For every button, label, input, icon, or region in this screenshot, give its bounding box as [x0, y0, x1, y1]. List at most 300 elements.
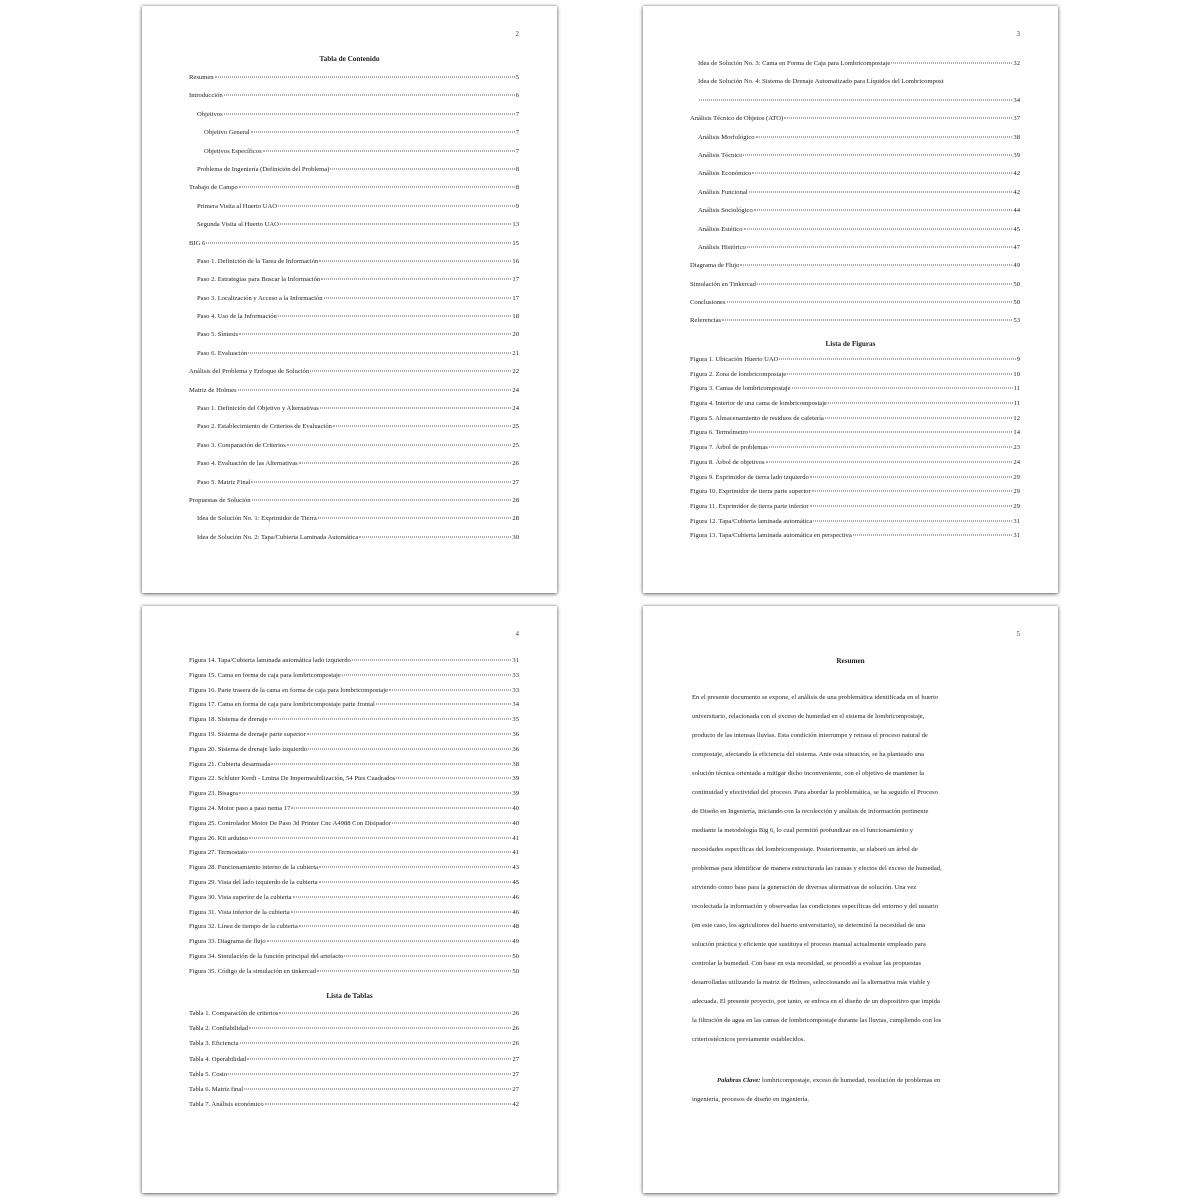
abstract-line: continuidad y efectividad del proceso. Para abordar la problemática, se ha seguido el Proceso	[692, 789, 938, 796]
entry-page-number: 36	[512, 745, 519, 753]
table-of-contents-continued	[690, 55, 1020, 331]
entry-page-number: 12	[1013, 414, 1020, 422]
entry-page-number: 27	[512, 478, 519, 486]
dot-leader	[279, 1013, 511, 1014]
dot-leader	[269, 719, 512, 720]
entry-title: Tabla 5. Costo	[189, 1070, 228, 1078]
entry-title: Tabla 4. Operabilidad	[189, 1055, 247, 1063]
dot-leader	[278, 316, 512, 317]
entry-title: Figura 25. Controlador Motor De Paso 3d Printer Cnc A4988 Con Disipador	[189, 819, 391, 827]
toc-entry	[189, 198, 519, 216]
dot-leader	[792, 388, 1013, 389]
abstract-line: compostaje, afectando la eficiencia del sistema. Ante esta situación, se ha planteado una	[692, 751, 924, 758]
entry-page-number: 27	[512, 1070, 519, 1078]
entry-title: Tabla 1. Comparación de criterios	[189, 1010, 279, 1017]
figures-list	[690, 353, 1020, 544]
entry-title: Segunda Visita al Huerto UAO	[197, 221, 279, 229]
entry-title: Análisis Morfológico	[698, 133, 755, 141]
abstract-line: de Diseño en Ingeniería, iniciando con la recolección y análisis de información pertinente	[692, 808, 929, 815]
entry-title: Resumen	[189, 74, 214, 81]
dot-leader	[287, 444, 512, 445]
entry-page-number: 26	[512, 460, 519, 468]
toc-entry	[690, 239, 1020, 257]
dot-leader	[228, 1073, 511, 1074]
entry-page-number: 9	[1016, 356, 1020, 363]
dot-leader	[251, 132, 515, 133]
toc-entry	[189, 124, 519, 142]
entry-page-number: 24	[512, 405, 519, 413]
entry-title: Figura 14. Tapa/Cubierta laminada automática lado izquierdo	[189, 657, 351, 664]
entry-page-number: 15	[512, 239, 519, 247]
dot-leader	[891, 63, 1012, 64]
entry-page-number: 25	[512, 423, 519, 431]
toc-entry	[189, 758, 519, 773]
keywords-label: Palabras Clave:	[717, 1077, 761, 1084]
toc-entry	[189, 492, 519, 510]
dot-leader	[722, 320, 1012, 321]
entry-page-number: 28	[512, 496, 519, 504]
abstract-line: controlar la humedad. Con base en esta necesidad, se procedió a evaluar las propuestas	[692, 960, 922, 967]
dot-leader	[333, 426, 511, 427]
toc-entry	[189, 106, 519, 124]
dot-leader	[291, 807, 511, 808]
entry-title: Paso 2. Estrategias para Buscar la Información	[197, 276, 321, 284]
dot-leader	[766, 461, 1013, 462]
toc-entry	[189, 179, 519, 197]
toc-entry	[189, 1052, 519, 1067]
entry-page-number: 39	[512, 775, 519, 783]
toc-entry	[189, 802, 519, 817]
toc-entry	[189, 345, 519, 363]
entry-title: Figura 24. Motor paso a paso nema 17	[189, 804, 291, 812]
dot-leader	[396, 778, 511, 779]
entry-page-number: 37	[1013, 115, 1020, 123]
toc-entry	[189, 817, 519, 832]
dot-leader	[376, 704, 512, 705]
toc-entry	[189, 1036, 519, 1051]
abstract-body	[692, 694, 1012, 1055]
toc-entry	[189, 253, 519, 271]
page-number: 4	[515, 630, 519, 638]
abstract-line: recolectada la información y observadas las condiciones específicas del entorno y del usuario	[692, 903, 939, 910]
entry-title: Figura 31. Vista inferior de la cubierta	[189, 908, 290, 916]
toc-entry	[690, 221, 1020, 239]
entry-page-number: 8	[515, 165, 519, 173]
toc-entry	[189, 1006, 519, 1021]
entry-page-number: 46	[512, 893, 519, 901]
entry-page-number: 42	[1013, 188, 1020, 196]
dot-leader	[280, 224, 512, 225]
toc-entry	[189, 382, 519, 400]
entry-title: Paso 5. Síntesis	[197, 331, 239, 339]
entry-title: Análisis Económico	[698, 170, 752, 178]
entry-page-number: 39	[512, 790, 519, 798]
keywords-text: lombricompostaje, exceso de humedad, resolución de problemas en	[760, 1077, 941, 1084]
entry-page-number: 50	[512, 952, 519, 960]
toc-entry	[189, 87, 519, 105]
entry-page-number: 20	[512, 331, 519, 339]
entry-title: Figura 34. Simulación de la función principal del artefacto	[189, 952, 344, 960]
entry-title: Tabla 6. Matriz final	[189, 1085, 244, 1093]
entry-title: Idea de Solución No. 3: Cama en Forma de Caja para Lombricompostaje	[698, 60, 891, 67]
entry-page-number: 40	[512, 804, 519, 812]
dot-leader	[342, 674, 512, 675]
entry-title: Figura 9. Exprimidor de tierra lado izquierdo	[690, 473, 809, 481]
toc-entry	[690, 471, 1020, 486]
table-of-contents	[189, 69, 519, 547]
toc-entry	[189, 308, 519, 326]
entry-title: Paso 3. Comparación de Criterios	[197, 441, 286, 449]
dot-leader	[320, 408, 512, 409]
keywords-paragraph	[692, 1077, 1012, 1115]
entry-page-number: 42	[1013, 170, 1020, 178]
dot-leader	[810, 505, 1013, 506]
dot-leader	[307, 733, 512, 734]
dot-leader	[825, 417, 1013, 418]
dot-leader	[318, 518, 512, 519]
toc-entry	[690, 515, 1020, 530]
toc-entry	[690, 276, 1020, 294]
toc-entry	[690, 147, 1020, 165]
entry-title: Figura 27. Termostato	[189, 849, 248, 857]
entry-title: Figura 1. Ubicación Huerto UAO	[690, 356, 779, 363]
dot-leader	[853, 535, 1013, 536]
entry-title: Figura 16. Parte trasera de la cama en forma de caja para lombricompostaje	[189, 686, 389, 694]
toc-entry	[690, 412, 1020, 427]
toc-entry	[189, 861, 519, 876]
abstract-line: mediante la metodología Big 6, lo cual permitió profundizar en el funcionamiento y	[692, 827, 914, 834]
entry-title: Idea de Solución No. 1: Exprimidor de Tierra	[197, 515, 317, 523]
entry-title: Paso 4. Uso de la Información	[197, 313, 277, 321]
dot-leader	[239, 187, 515, 188]
toc-entry	[189, 1067, 519, 1082]
abstract-line: criteriostécnicos previamente establecidos.	[692, 1036, 805, 1043]
entry-title: Idea de Solución No. 2: Tapa/Cubierta Laminada Automática	[197, 533, 359, 541]
dot-leader	[215, 77, 515, 78]
entry-title: Figura 30. Vista superior de la cubierta	[189, 893, 292, 901]
entry-page-number: 31	[1013, 532, 1020, 540]
toc-entry	[690, 73, 1020, 110]
dot-leader	[319, 867, 511, 868]
entry-title: BIG 6	[189, 239, 206, 247]
entry-page-number: 17	[512, 294, 519, 302]
entry-title: Paso 3. Localización y Acceso a la Información	[197, 294, 323, 302]
entry-page-number: 9	[515, 202, 519, 210]
dot-leader	[754, 210, 1013, 211]
entry-page-number: 17	[512, 276, 519, 284]
dot-leader	[769, 447, 1013, 448]
figures-list-title: Lista de Figuras	[825, 340, 876, 348]
dot-leader	[330, 168, 514, 169]
entry-title: Paso 1. Definición del Objetivo y Alternativas	[197, 405, 319, 413]
dot-leader	[251, 481, 511, 482]
entry-title: Figura 5. Almacenamiento de residuos de cafetería	[690, 414, 824, 422]
entry-page-number: 43	[512, 864, 519, 872]
toc-entry	[189, 400, 519, 418]
entry-page-number: 6	[515, 92, 519, 100]
figures-list-continued	[189, 654, 519, 980]
entry-page-number: 29	[1013, 488, 1020, 496]
toc-entry	[189, 965, 519, 980]
dot-leader	[324, 297, 512, 298]
dot-leader	[319, 881, 512, 882]
toc-entry	[690, 397, 1020, 412]
toc-entry	[690, 382, 1020, 397]
dot-leader	[224, 113, 515, 114]
dot-leader	[743, 154, 1012, 155]
entry-title: Figura 23. Bisagra	[189, 790, 238, 798]
toc-entry	[690, 426, 1020, 441]
entry-page-number: 16	[512, 257, 519, 265]
toc-entry	[690, 165, 1020, 183]
entry-page-number: 8	[515, 184, 519, 192]
toc-entry	[690, 202, 1020, 220]
entry-page-number: 31	[512, 657, 519, 664]
entry-title: Análisis Funcional	[698, 188, 748, 196]
entry-page-number: 44	[1013, 207, 1020, 215]
entry-page-number: 7	[515, 110, 519, 118]
dot-leader	[344, 955, 511, 956]
abstract-line: problemas para identificar de manera estructurada las causas y efectos del exceso de humedad,	[692, 865, 942, 872]
dot-leader	[240, 1043, 512, 1044]
entry-page-number: 45	[1013, 225, 1020, 233]
dot-leader	[239, 334, 511, 335]
entry-title: Análisis del Problema y Enfoque de Solución	[189, 368, 310, 376]
dot-leader	[359, 536, 511, 537]
toc-entry	[189, 510, 519, 528]
entry-title: Figura 2. Zona de lombricompostaje	[690, 370, 787, 378]
toc-entry	[189, 669, 519, 684]
entry-page-number: 42	[512, 1101, 519, 1109]
dot-leader	[727, 302, 1013, 303]
dot-leader	[206, 242, 511, 243]
entry-page-number: 27	[512, 1055, 519, 1063]
toc-entry	[690, 529, 1020, 544]
toc-entry	[189, 69, 519, 87]
entry-page-number: 53	[1013, 317, 1020, 325]
toc-entry	[189, 235, 519, 253]
entry-page-number: 41	[512, 834, 519, 842]
toc-entry	[690, 368, 1020, 383]
entry-title: Figura 28. Funcionamiento interno de la cubierta	[189, 864, 319, 872]
dot-leader	[784, 118, 1012, 119]
toc-entry	[189, 271, 519, 289]
entry-page-number: 13	[512, 221, 519, 229]
entry-page-number: 11	[1013, 385, 1020, 393]
toc-entry	[189, 846, 519, 861]
entry-page-number: 30	[512, 533, 519, 541]
entry-title: Paso 1. Definición de la Tarea de Información	[197, 257, 319, 265]
toc-entry	[189, 1097, 519, 1112]
entry-title: Figura 32. Línea de tiempo de la cubierta	[189, 923, 298, 931]
entry-title: Figura 18. Sistema de drenaje	[189, 716, 268, 724]
dot-leader	[699, 99, 1012, 100]
dot-leader	[749, 432, 1013, 433]
entry-title: Análisis Histórico	[698, 243, 746, 251]
entry-page-number: 25	[512, 441, 519, 449]
entry-title: Paso 6. Evaluación	[197, 349, 248, 357]
dot-leader	[779, 359, 1015, 360]
entry-title: Figura 19. Sistema de drenaje parte superior	[189, 730, 306, 738]
toc-entry	[690, 500, 1020, 515]
abstract-line: solución práctica y eficiente que sustituya el proceso manual actualmente empleado para	[692, 941, 926, 948]
dot-leader	[267, 941, 512, 942]
entry-page-number: 14	[1013, 429, 1020, 437]
entry-page-number: 45	[512, 878, 519, 886]
abstract-line: solución técnica orientada a mitigar dicho inconveniente, con el objetivo de mantener la	[692, 770, 924, 777]
entry-title: Figura 26. Kit arduino	[189, 834, 248, 842]
dot-leader	[224, 95, 515, 96]
dot-leader	[756, 136, 1013, 137]
dot-leader	[749, 191, 1013, 192]
entry-page-number: 50	[1013, 299, 1020, 307]
abstract-line: la filtración de agua en las camas de lombricompostaje durante las lluvias, cumpliendo con los	[692, 1017, 942, 1024]
toc-entry	[690, 294, 1020, 312]
dot-leader	[747, 246, 1013, 247]
entry-title: Figura 29. Vista del lado izquierdo de la cubierta	[189, 878, 318, 886]
toc-entry	[189, 772, 519, 787]
entry-page-number: 31	[1013, 517, 1020, 525]
entry-page-number: 33	[512, 686, 519, 694]
entry-title: Paso 5. Matriz Final	[197, 478, 251, 486]
toc-entry	[189, 161, 519, 179]
toc-entry	[189, 787, 519, 802]
entry-page-number: 29	[1013, 502, 1020, 510]
dot-leader	[278, 205, 515, 206]
entry-title: Paso 2. Establecimiento de Criterios de Evaluación	[197, 423, 332, 431]
dot-leader	[263, 150, 515, 151]
dot-leader	[238, 389, 512, 390]
entry-page-number: 38	[1013, 133, 1020, 141]
entry-title: Figura 7. Árbol de problemas	[690, 444, 768, 452]
entry-title: Figura 33. Diagrama de flujo	[189, 938, 266, 946]
abstract-line: En el presente documento se expone, el análisis de una problemática identificada en el huerto	[692, 694, 939, 701]
entry-title: Introducción	[189, 92, 223, 100]
entry-page-number: 32	[1013, 60, 1020, 67]
document-page-2	[142, 6, 557, 593]
dot-leader	[248, 352, 511, 353]
entry-page-number: 38	[512, 760, 519, 768]
toc-entry	[189, 474, 519, 492]
dot-leader	[249, 1028, 511, 1029]
dot-leader	[265, 1104, 512, 1105]
toc-entry	[189, 743, 519, 758]
toc-entry	[189, 455, 519, 473]
dot-leader	[308, 748, 511, 749]
entry-page-number: 26	[512, 1040, 519, 1048]
entry-title: Figura 12. Tapa/Cubierta laminada automática	[690, 517, 813, 525]
entry-title: Matriz de Holmes	[189, 386, 237, 394]
dot-leader	[757, 283, 1012, 284]
entry-page-number: 33	[512, 671, 519, 679]
entry-title: Figura 20. Sistema de drenaje lado izquierdo	[189, 745, 308, 753]
entry-page-number: 24	[1013, 458, 1020, 466]
entry-title: Objetivos Específicos	[204, 147, 262, 155]
entry-title: Figura 17. Cama en forma de caja para lombricompostaje parte frontal	[189, 701, 375, 709]
page-number: 3	[1016, 30, 1020, 38]
entry-page-number: 7	[515, 129, 519, 137]
toc-entry	[690, 110, 1020, 128]
abstract-line: sirviendo como base para la generación de diversas alternativas de solución. Una vez	[692, 884, 917, 891]
abstract-line: adecuada. El presente proyecto, por tanto, se enfoca en el diseño de un dispositivo que impida	[692, 998, 940, 1005]
toc-entry	[690, 184, 1020, 202]
abstract-title: Resumen	[836, 657, 865, 665]
entry-title: Análisis Técnico	[698, 151, 743, 159]
toc-entry	[189, 728, 519, 743]
dot-leader	[247, 1058, 511, 1059]
entry-title: Análisis Técnico de Objetos (ATO)	[690, 115, 784, 123]
entry-page-number: 27	[512, 1085, 519, 1093]
dot-leader	[810, 476, 1013, 477]
toc-entry	[189, 920, 519, 935]
document-page-4	[142, 606, 557, 1193]
dot-leader	[392, 822, 512, 823]
keywords-text-continued: ingeniería, procesos de diseño en ingeniería.	[692, 1096, 809, 1103]
toc-entry	[189, 1082, 519, 1097]
entry-title: Objetivo General	[204, 129, 250, 137]
toc-entry	[690, 312, 1020, 330]
toc-entry	[690, 485, 1020, 500]
toc-entry	[189, 906, 519, 921]
entry-page-number: 36	[512, 730, 519, 738]
abstract-line: universitario, relacionada con el exceso de humedad en el sistema de lombricompostaje,	[692, 713, 925, 720]
toc-entry	[189, 713, 519, 728]
entry-page-number: 7	[515, 147, 519, 155]
toc-entry	[189, 437, 519, 455]
dot-leader	[389, 689, 511, 690]
entry-page-number: 21	[512, 349, 519, 357]
abstract-line: necesidades específicas del lombricompostaje. Posteriormente, se elaboró un árbol de	[692, 846, 918, 853]
entry-page-number: 35	[512, 716, 519, 724]
entry-title: Problema de Ingeniería (Definición del Problema)	[197, 165, 330, 173]
toc-entry	[189, 418, 519, 436]
toc-entry	[690, 456, 1020, 471]
toc-entry	[189, 698, 519, 713]
entry-page-number: 5	[515, 74, 519, 81]
entry-page-number: 24	[512, 386, 519, 394]
dot-leader	[352, 660, 512, 661]
toc-entry	[189, 363, 519, 381]
entry-title: Figura 6. Termómetro	[690, 429, 748, 437]
entry-title: Diagrama de Flujo	[690, 262, 740, 270]
entry-page-number: 47	[1013, 243, 1020, 251]
toc-entry	[690, 353, 1020, 368]
dot-leader	[744, 228, 1013, 229]
entry-title: Tabla 3. Eficiencia	[189, 1040, 239, 1048]
entry-title: Primera Visita al Huerto UAO	[197, 202, 278, 210]
entry-page-number: 26	[512, 1010, 519, 1017]
entry-title: Paso 4. Evaluación de las Alternativas	[197, 460, 298, 468]
dot-leader	[244, 1088, 511, 1089]
entry-page-number: 39	[1013, 151, 1020, 159]
page-number: 5	[1016, 630, 1020, 638]
dot-leader	[291, 911, 512, 912]
entry-page-number: 22	[512, 368, 519, 376]
page-number: 2	[515, 30, 519, 38]
entry-page-number: 18	[512, 313, 519, 321]
entry-title: Objetivos	[197, 110, 223, 118]
entry-title: Figura 35. Código de la simulación en tinkercad	[189, 967, 317, 975]
entry-title: Figura 15. Cama en forma de caja para lombricompostaje	[189, 671, 341, 679]
toc-entry	[690, 129, 1020, 147]
toc-entry	[189, 935, 519, 950]
entry-title: Trabajo de Campo	[189, 184, 238, 192]
entry-page-number: 50	[1013, 280, 1020, 288]
toc-entry	[690, 55, 1020, 73]
entry-page-number: 40	[512, 819, 519, 827]
entry-title: Figura 3. Camas de lombricompostaje	[690, 385, 791, 393]
dot-leader	[310, 371, 511, 372]
